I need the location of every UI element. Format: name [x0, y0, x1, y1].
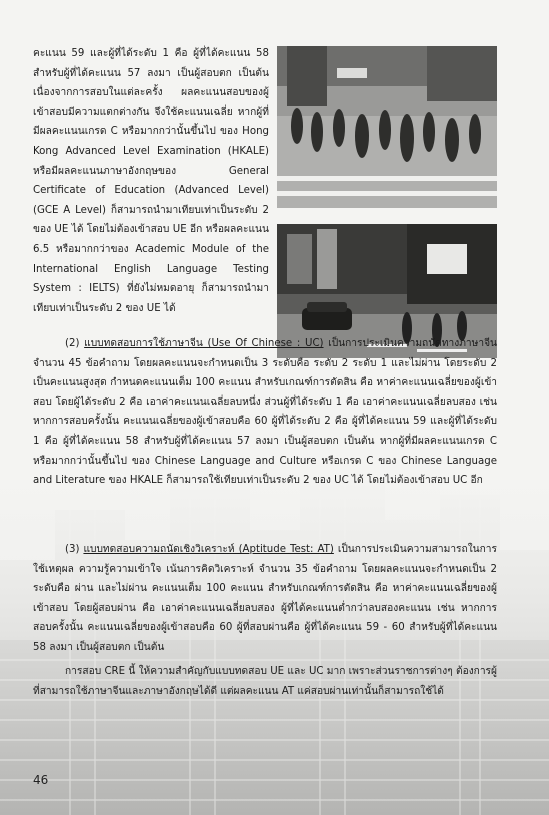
- paragraph-3-body: เป็นการประเมินความสามารถในการใช้เหตุผล ความรู้ความเข้าใจ เน้นการคิดวิเคราะห์ จำนวน 35 ข้อคำถาม โดยผลคะแนนจะกำหนดเป็น 2 ระดับคือ ผ่าน และไม่ผ่าน คะแนนเต็ม 100 คะแนน สำหรับเกณฑ์การตัดสิน คือ หาค่าคะแนนเฉลี่ยของผู้เข้าสอบ โดยผู้สอบผ่าน คือ เอาค่าคะแนนเฉลี่ยลบสอง ผู้ที่ได้คะแนนต่ำกว่าลบสองคะแนน เช่น หากการสอบครั้งนั้น คะแนนเฉลี่ยของผู้เข้าสอบคือ 60 ผู้ที่สอบผ่านคือ ผู้ที่ได้คะแนน 59 - 60 สำหรับผู้ที่ได้คะแนน 58 ลงมา เป็นผู้สอบตก เป็นต้น: [33, 544, 497, 653]
- paragraph-3-title: แบบทดสอบความถนัดเชิงวิเคราะห์ (Aptitude Test: AT): [83, 544, 334, 555]
- page-number: 46: [33, 773, 49, 787]
- paragraph-2-prefix: (2): [65, 338, 85, 349]
- paragraph-4-text: การสอบ CRE นี้ ให้ความสำคัญกับแบบทดสอบ UE และ UC มาก เพราะส่วนราชการต่างๆ ต้องการผู้ที่สามารถใช้ภาษาจีนและภาษาอังกฤษได้ดี แต่ผลคะแนน AT แค่สอบผ่านเท่านั้นก็สามารถใช้ได้: [33, 666, 497, 697]
- paragraph-1: [33, 44, 269, 318]
- paragraph-4: [33, 662, 497, 701]
- paragraph-2-title: แบบทดสอบการใช้ภาษาจีน (Use Of Chinese : UC): [84, 338, 324, 349]
- paragraph-2: [33, 334, 497, 491]
- street-crowd-photo: [277, 46, 497, 208]
- paragraph-3-prefix: (3): [65, 544, 84, 555]
- paragraph-2-body: เป็นการประเมินความถนัดทางภาษาจีน จำนวน 45 ข้อคำถาม โดยผลคะแนนจะกำหนดเป็น 3 ระดับคือ ระดับ 2 ระดับ 1 และไม่ผ่าน โดยระดับ 2 เป็นคะแนนสูงสุด กำหนดคะแนนเต็ม 100 คะแนน สำหรับเกณฑ์การตัดสิน คือ หาค่าคะแนนเฉลี่ยของผู้เข้าสอบ โดยผู้ได้ระดับ 2 คือ เอาค่าคะแนนเฉลี่ยลบหนึ่ง ส่วนผู้ที่ได้ระดับ 1 คือ เอาค่าคะแนนเฉลี่ยลบสอง เช่น หากการสอบครั้งนั้น คะแนนเฉลี่ยของผู้เข้าสอบคือ 60 ผู้ที่ได้ระดับ 2 คือ ผู้ที่ได้คะแนน 59 และผู้ที่ได้ระดับ 1 คือ ผู้ที่ได้คะแนน 58 สำหรับผู้ที่ได้คะแนน 57 ลงมา เป็นผู้สอบตก เป็นต้น หากผู้ที่มีผลคะแนนเกรด C หรือมากกว่านั้นขึ้นไป ของ Chinese Language and Culture หรือเกรด C ของ Chinese Language and Literature ของ HKALE ก็สามารถใช้เทียบเท่าเป็นระดับ 2 ของ UC ได้ โดยไม่ต้องเข้าสอบ UC อีก: [33, 338, 497, 487]
- paragraph-1-text: คะแนน 59 และผู้ที่ได้ระดับ 1 คือ ผู้ที่ได้คะแนน 58 สำหรับผู้ที่ได้คะแนน 57 ลงมา เป็นผู้สอบตก เป็นต้น เนื่องจากการสอบในแต่ละครั้ง ผลคะแนนสอบของผู้เข้าสอบมีความแตกต่างกัน จึงใช้คะแนนเฉลี่ย หากผู้ที่มีผลคะแนนเกรด C หรือมากกว่านั้นขึ้นไป ของ Hong Kong Advanced Level Examination (HKALE) หรือมีผลคะแนนภาษาอังกฤษของ General Certificate of Education (Advanced Level) (GCE A Level) ก็สามารถนำมาเทียบเท่าเป็นระดับ 2 ของ UE ได้ โดยไม่ต้องเข้าสอบ UE อีก หรือผลคะแนน 6.5 หรือมากกว่าของ Academic Module of the International English Language Testing System : IELTS) ที่ยังไม่หมดอายุ ก็สามารถนำมาเทียบเท่าเป็นระดับ 2 ของ UE ได้: [33, 48, 269, 314]
- paragraph-3: [33, 540, 497, 658]
